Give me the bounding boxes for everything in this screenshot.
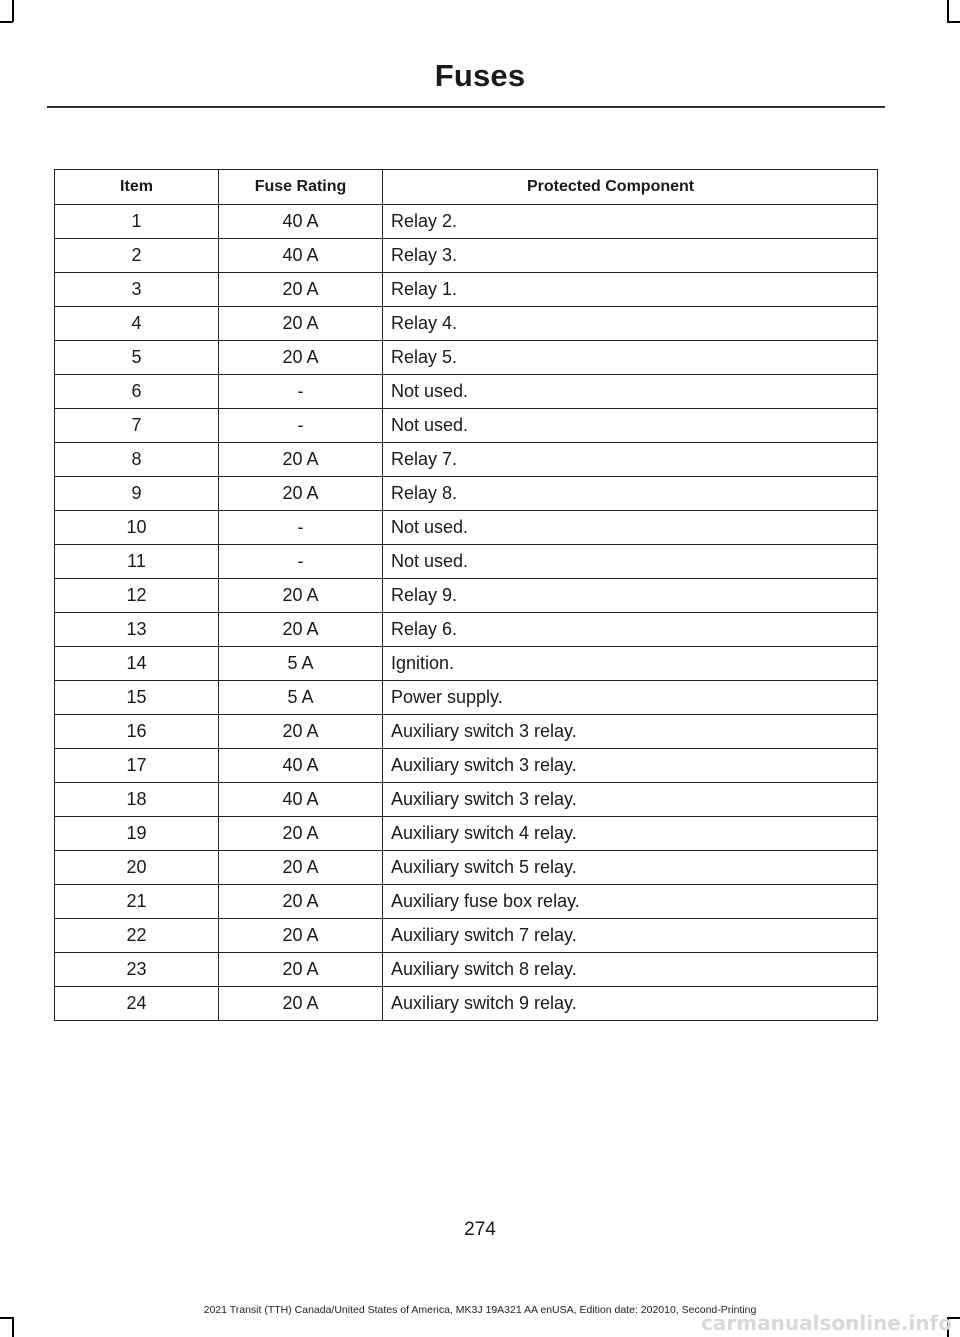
- fuse-rating-cell: 20 A: [219, 851, 383, 885]
- column-header-protected-component: Protected Component: [383, 170, 878, 205]
- table-row: [55, 851, 878, 885]
- fuse-rating-cell: 20 A: [219, 443, 383, 477]
- fuse-table: [54, 169, 878, 1021]
- fuse-rating-cell: -: [219, 511, 383, 545]
- item-cell: 13: [55, 613, 219, 647]
- protected-component-cell: Auxiliary fuse box relay.: [383, 885, 878, 919]
- item-cell: 24: [55, 987, 219, 1021]
- column-header-item: Item: [55, 170, 219, 205]
- fuse-rating-cell: 40 A: [219, 205, 383, 239]
- fuse-rating-cell: 20 A: [219, 613, 383, 647]
- item-cell: 10: [55, 511, 219, 545]
- table-row: [55, 443, 878, 477]
- fuse-rating-cell: -: [219, 409, 383, 443]
- protected-component-cell: Relay 8.: [383, 477, 878, 511]
- table-row: [55, 375, 878, 409]
- protected-component-cell: Not used.: [383, 511, 878, 545]
- crop-mark: [0, 1317, 13, 1319]
- table-row: [55, 987, 878, 1021]
- item-cell: 21: [55, 885, 219, 919]
- table-row: [55, 953, 878, 987]
- protected-component-cell: Not used.: [383, 375, 878, 409]
- fuse-rating-cell: 20 A: [219, 341, 383, 375]
- fuse-rating-cell: 20 A: [219, 273, 383, 307]
- fuse-rating-cell: 5 A: [219, 681, 383, 715]
- table-row: [55, 885, 878, 919]
- table-row: [55, 545, 878, 579]
- protected-component-cell: Relay 6.: [383, 613, 878, 647]
- protected-component-cell: Relay 1.: [383, 273, 878, 307]
- fuse-rating-cell: 40 A: [219, 749, 383, 783]
- item-cell: 4: [55, 307, 219, 341]
- protected-component-cell: Auxiliary switch 9 relay.: [383, 987, 878, 1021]
- fuse-rating-cell: 20 A: [219, 919, 383, 953]
- item-cell: 19: [55, 817, 219, 851]
- fuse-rating-cell: -: [219, 375, 383, 409]
- item-cell: 7: [55, 409, 219, 443]
- page-number: 274: [464, 1219, 496, 1240]
- table-row: [55, 647, 878, 681]
- table-row: [55, 239, 878, 273]
- protected-component-cell: Auxiliary switch 3 relay.: [383, 715, 878, 749]
- protected-component-cell: Relay 9.: [383, 579, 878, 613]
- crop-mark: [947, 0, 949, 22]
- table-row: [55, 783, 878, 817]
- item-cell: 6: [55, 375, 219, 409]
- table-row: [55, 273, 878, 307]
- table-row: [55, 477, 878, 511]
- protected-component-cell: Ignition.: [383, 647, 878, 681]
- item-cell: 17: [55, 749, 219, 783]
- protected-component-cell: Relay 7.: [383, 443, 878, 477]
- watermark-logo: carmanualsonline.info: [701, 1311, 952, 1335]
- page-title: Fuses: [434, 58, 526, 93]
- item-cell: 2: [55, 239, 219, 273]
- table-row: [55, 681, 878, 715]
- fuse-rating-cell: 20 A: [219, 715, 383, 749]
- protected-component-cell: Auxiliary switch 7 relay.: [383, 919, 878, 953]
- fuse-rating-cell: 5 A: [219, 647, 383, 681]
- header-divider: [47, 106, 885, 108]
- table-row: [55, 511, 878, 545]
- fuse-rating-cell: 20 A: [219, 987, 383, 1021]
- item-cell: 1: [55, 205, 219, 239]
- fuse-rating-cell: 20 A: [219, 307, 383, 341]
- table-row: [55, 341, 878, 375]
- item-cell: 8: [55, 443, 219, 477]
- protected-component-cell: Auxiliary switch 8 relay.: [383, 953, 878, 987]
- crop-mark: [0, 21, 13, 23]
- table-row: [55, 409, 878, 443]
- protected-component-cell: Not used.: [383, 409, 878, 443]
- table-row: [55, 715, 878, 749]
- protected-component-cell: Relay 4.: [383, 307, 878, 341]
- protected-component-cell: Auxiliary switch 3 relay.: [383, 783, 878, 817]
- item-cell: 22: [55, 919, 219, 953]
- protected-component-cell: Relay 5.: [383, 341, 878, 375]
- protected-component-cell: Auxiliary switch 4 relay.: [383, 817, 878, 851]
- crop-mark: [12, 0, 14, 22]
- edition-footer: 2021 Transit (TTH) Canada/United States of America, MK3J 19A321 AA enUSA, Edition date: 202010, Second-Printing: [203, 1304, 757, 1316]
- table-row: [55, 749, 878, 783]
- table-header-row: [55, 170, 878, 205]
- table-row: [55, 307, 878, 341]
- crop-mark: [947, 21, 960, 23]
- fuse-rating-cell: -: [219, 545, 383, 579]
- protected-component-cell: Relay 2.: [383, 205, 878, 239]
- table-row: [55, 613, 878, 647]
- fuse-rating-cell: 40 A: [219, 783, 383, 817]
- protected-component-cell: Auxiliary switch 5 relay.: [383, 851, 878, 885]
- item-cell: 14: [55, 647, 219, 681]
- fuse-rating-cell: 20 A: [219, 477, 383, 511]
- fuse-rating-cell: 20 A: [219, 885, 383, 919]
- item-cell: 3: [55, 273, 219, 307]
- item-cell: 23: [55, 953, 219, 987]
- protected-component-cell: Power supply.: [383, 681, 878, 715]
- protected-component-cell: Relay 3.: [383, 239, 878, 273]
- fuse-rating-cell: 20 A: [219, 817, 383, 851]
- item-cell: 18: [55, 783, 219, 817]
- item-cell: 5: [55, 341, 219, 375]
- item-cell: 20: [55, 851, 219, 885]
- item-cell: 15: [55, 681, 219, 715]
- fuse-rating-cell: 20 A: [219, 953, 383, 987]
- table-row: [55, 205, 878, 239]
- item-cell: 12: [55, 579, 219, 613]
- fuse-rating-cell: 20 A: [219, 579, 383, 613]
- item-cell: 16: [55, 715, 219, 749]
- column-header-fuse-rating: Fuse Rating: [219, 170, 383, 205]
- table-row: [55, 579, 878, 613]
- protected-component-cell: Not used.: [383, 545, 878, 579]
- protected-component-cell: Auxiliary switch 3 relay.: [383, 749, 878, 783]
- table-row: [55, 817, 878, 851]
- fuse-rating-cell: 40 A: [219, 239, 383, 273]
- item-cell: 9: [55, 477, 219, 511]
- table-row: [55, 919, 878, 953]
- crop-mark: [12, 1317, 14, 1337]
- item-cell: 11: [55, 545, 219, 579]
